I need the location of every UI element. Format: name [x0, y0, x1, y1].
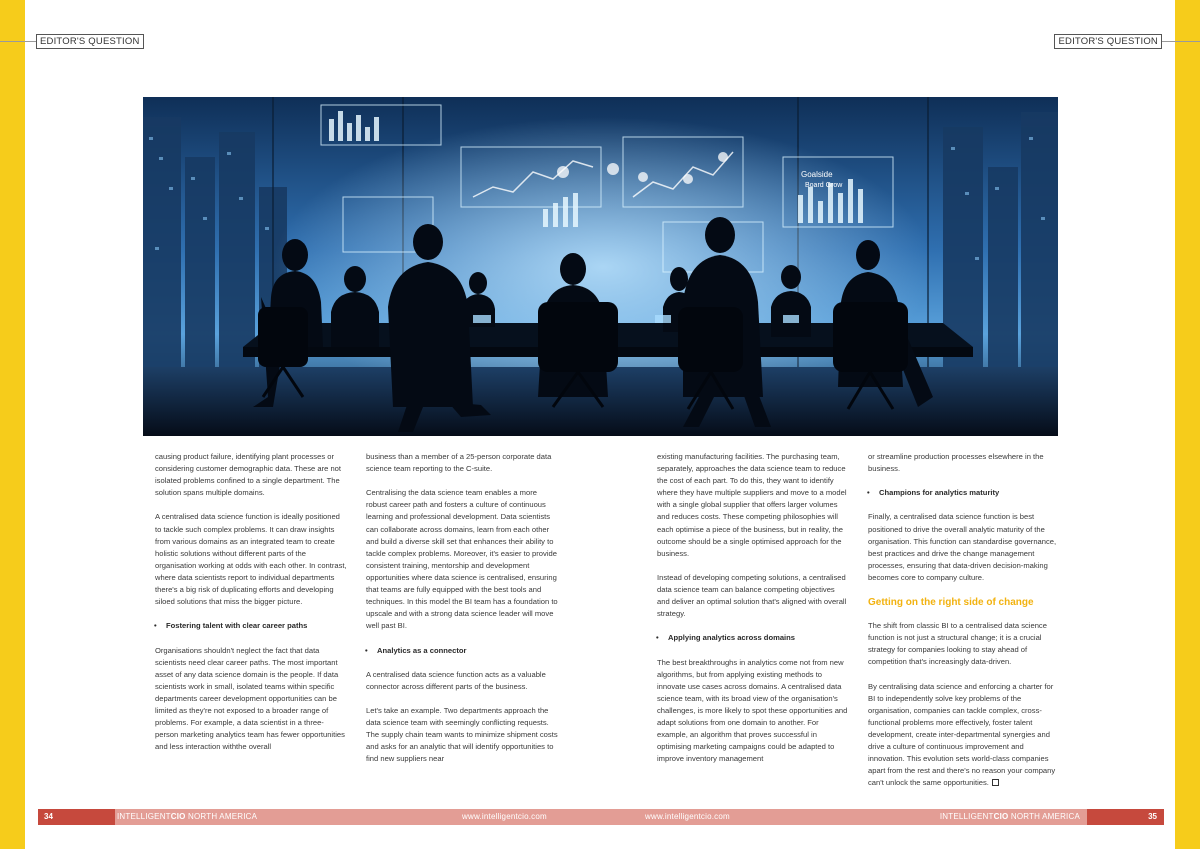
website-url-left[interactable]: www.intelligentcio.com — [462, 812, 547, 821]
header-rule-right — [1160, 41, 1200, 42]
col3-paragraph-1: existing manufacturing facilities. The purchasing team, separately, approaches the data science team to reduce the cost of each part. To do this, they want to identify where they have multiple suppliers and move to a model with a single global supplier that offers larger volumes and reduces costs. These competing philosophies will each optimise a piece of the business, but in reality, the outcome should be a single optimised approach for the business. — [657, 452, 847, 558]
hero-image-boardroom — [143, 97, 1058, 436]
bullet-heading-text: Analytics as a connector — [377, 645, 467, 655]
col2-paragraph-4: Let's take an example. Two departments approach the data science team with seemingly conflicting requests. The supply chain team wants to minimize shipment costs and asks for an analytic that will identify opportunities to find new suppliers near — [366, 705, 558, 764]
bullet-dot: • — [365, 645, 368, 655]
col3-paragraph-2: Instead of developing competing solutions, a centralised data science team can balance competing objectives and deliver an optimal solution that's aligned with overall strategy. — [657, 572, 847, 619]
brand-bold: CIO — [170, 812, 186, 821]
col4-paragraph-1: or streamline production processes elsewhere in the business. — [868, 452, 1044, 474]
left-yellow-edge — [0, 0, 25, 849]
footer-right — [602, 809, 1164, 825]
bullet-heading-career-paths — [155, 620, 347, 632]
section-tag-right: EDITOR'S QUESTION — [1054, 34, 1162, 49]
bullet-heading-across-domains — [657, 632, 849, 644]
screen-text-2: Board Grow — [805, 182, 843, 189]
brand-prefix: INTELLIGENT — [117, 812, 171, 821]
text-column-1 — [155, 451, 347, 753]
hero-illustration — [143, 97, 1058, 436]
text-column-4 — [868, 451, 1060, 789]
col1-paragraph-1: causing product failure, identifying plant processes or considering customer demographic data. These are not isolated problems confined to a single department. The solution spans multiple domains. — [155, 452, 342, 498]
page-number-right: 35 — [1087, 809, 1164, 825]
website-url-right[interactable]: www.intelligentcio.com — [645, 812, 730, 821]
brand-suffix: NORTH AMERICA — [185, 812, 258, 821]
col4-paragraph-4-text: By centralising data science and enforcing a charter for BI to independently solve key problems of the organisation, companies can tackle complex, cross-functional problems more effectively, foster talent development, create inter-departmental synergies and drive a culture of continuous improvement and innovation. This evolution sets world-class companies apart from the rest and there's no reason your company can't unlock the same opportunities. — [868, 681, 1056, 788]
col1-paragraph-2: A centralised data science function is ideally positioned to tackle such complex problems. It can draw insights from various domains as an integrated team to create holistic solutions without different parts of the organisation working at odds with each other. In contrast, where data scientists report to individual departments there's a big risk of duplicating efforts and developing siloed solutions that miss the bigger picture. — [155, 512, 347, 607]
page-number-left: 34 — [38, 809, 115, 825]
col4-paragraph-4 — [868, 681, 1060, 790]
bullet-dot: • — [867, 488, 870, 498]
col4-paragraph-2: Finally, a centralised data science function is best positioned to drive the overall analytic maturity of the organisation. This function can standardise governance, best practices and drive the change management processes, ensuring that data-driven decision-making becomes core to company culture. — [868, 512, 1057, 582]
end-of-article-icon — [992, 779, 999, 786]
footer-left — [38, 809, 602, 825]
right-yellow-edge — [1175, 0, 1200, 849]
header-rule-left — [0, 41, 36, 42]
bullet-heading-text: Applying analytics across domains — [668, 633, 796, 643]
brand-suffix: NORTH AMERICA — [1008, 812, 1080, 821]
bullet-dot: • — [154, 621, 157, 631]
bullet-heading-connector — [366, 645, 558, 657]
publication-brand-right — [940, 809, 1080, 825]
col2-paragraph-2: Centralising the data science team enables a more robust career path and fosters a culture of continuous learning and professional development. Data scientists can collaborate across domains, learn from each other and build a diverse skill set that enhances their ability to tackle complex problems. Moreover, it's easier to provide consistent training, mentorship and development opportunities where data science is centralised, ensuring that teams are fully equipped with the best tools and techniques. In this model the BI team has a foundation to upscale and with a strong data science leader will move well past BI. — [366, 488, 558, 631]
col3-paragraph-3: The best breakthroughs in analytics come not from new algorithms, but from applying existing methods to innovate use cases across domains. A centralised data science team, with its broad view of the organisation's challenges, is more likely to spot these opportunities and adapt solutions from one domain to another. For example, an algorithm that proves successful in optimising marketing campaigns could be adapted to improve inventory management — [657, 657, 848, 764]
text-column-2 — [366, 451, 558, 765]
publication-brand-left — [117, 809, 257, 825]
section-tag-left: EDITOR'S QUESTION — [36, 34, 144, 49]
bullet-dot: • — [656, 633, 659, 643]
brand-bold: CIO — [993, 812, 1009, 821]
brand-prefix: INTELLIGENT — [939, 812, 994, 821]
bullet-heading-maturity — [868, 487, 1060, 499]
col4-paragraph-3: The shift from classic BI to a centralised data science function is not just a structural change; it is a crucial strategy for companies looking to stay ahead of competition that's increasingly data-driven. — [868, 621, 1047, 667]
col1-paragraph-3: Organisations shouldn't neglect the fact that data scientists need clear career paths. The most important asset of any data science domain is the people. If data scientists work in small, isolated teams within specific departments career development opportunities can be limited as they're not exposed to a broader range of problems. For example, a data scientist in a three-person marketing analytics team has fewer opportunities and less interaction withthe overall — [155, 645, 345, 752]
col2-paragraph-3: A centralised data science function acts as a valuable connector across different parts of the business. — [366, 669, 546, 691]
bullet-heading-text: Fostering talent with clear career paths — [166, 621, 308, 631]
subheading-right-side-of-change: Getting on the right side of change — [868, 597, 1034, 609]
screen-text-1: Goalside — [801, 170, 833, 179]
bullet-heading-text: Champions for analytics maturity — [879, 488, 1000, 498]
text-column-3 — [657, 451, 849, 765]
col2-paragraph-1: business than a member of a 25-person corporate data science team reporting to the C-suite. — [366, 452, 552, 474]
